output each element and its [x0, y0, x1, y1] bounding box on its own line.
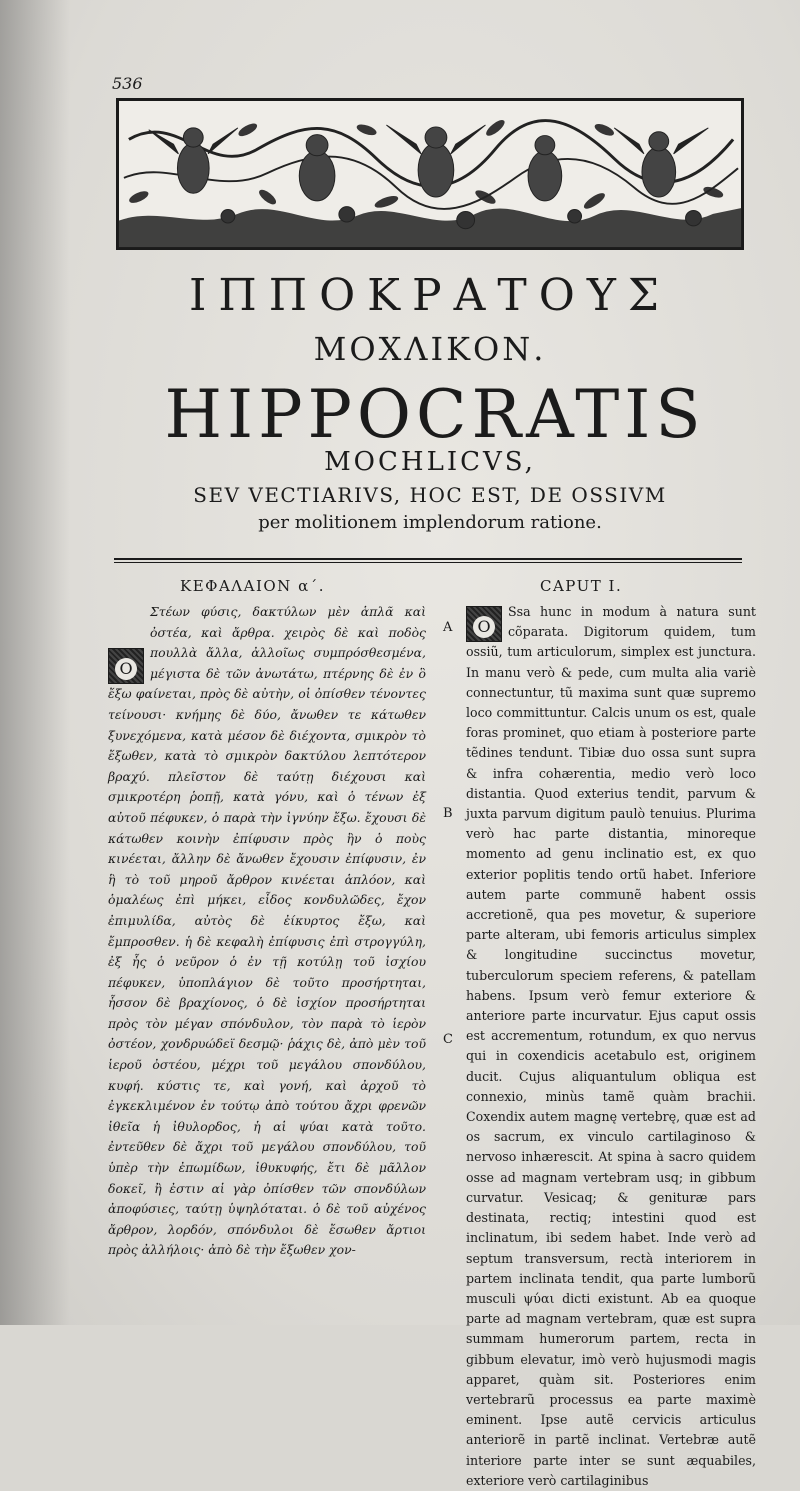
greek-chapter-heading: ΚΕΦΑΛΑΙΟΝ α΄. — [180, 577, 325, 595]
greek-dropcap — [108, 648, 144, 684]
side-marker-b: B — [443, 806, 453, 821]
greek-text: Στέων φύσις, δακτύλων μὲν ἁπλᾶ καὶ ὀστέα, καὶ ἄρθρα. χειρὸς δὲ καὶ ποδὸς πουλλὰ ἄλλα, ἀλλοῖως συμπρόσθεσμένα, μέγιστα δὲ τῶν ἀνωτάτω, πτέρνης δὲ ἐν ὃ ἔξω φαίνεται, πρὸς δὲ αὐτὴν, οἱ ὀπίσθεν τένοντες τείνουσι· κνήμης δὲ δύο, ἄνωθεν τε κάτωθεν ξυνεχόμενα, κατὰ μέσον δὲ διέχοντα, σμικρὸν τὸ ἔξωθεν, κατὰ τὸ σμικρὸν δακτύλου λεπτότερον βραχύ. πλεῖστον δὲ ταύτῃ διέχουσι καὶ σμικροτέρη ῥοπῇ, κατὰ γόνυ, καὶ ὁ τένων ἐξ αὐτοῦ πέφυκεν, ὁ παρὰ τὴν ἰγνύην ἔξω. ἔχουσι δὲ κάτωθεν κοινὴν ἐπίφυσιν πρὸς ἣν ὁ ποὺς κινέεται, ἄλλην δὲ ἄνωθεν ἔχουσιν ἐπίφυσιν, ἐν ἣ τὸ τοῦ μηροῦ ἄρθρον κινέεται ἁπλόον, καὶ ὁμαλέως ἐπὶ μήκει, εἶδος κονδυλῶδες, ἔχον ἐπιμυλίδα, αὐτὸς δὲ ἐίκυρτος ἔξω, καὶ ἔμπροσθεν. ἡ δὲ κεφαλὴ ἐπίφυσις ἐπὶ στρογγύλη, ἐξ ἧς ὁ νεῦρον ὁ ἐν τῇ κοτύλῃ τοῦ ἰσχίου πέφυκεν, ὑποπλάγιον δὲ τοῦτο προσήρτηται, ἧσσον δὲ βραχίονος, ὁ δὲ ἰσχίον προσήρτηται πρὸς τὸν μέγαν σπόνδυλον, τὸν παρὰ τὸ ἱερὸν ὀστέον, χονδρυώδεϊ δεσμῷ· ῥάχις δὲ, ἀπὸ μὲν τοῦ ἱεροῦ ὀστέου, μέχρι τοῦ μεγάλου σπονδύλου, κυφή. κύστις τε, καὶ γονή, καὶ ἀρχοῦ τὸ ἐγκεκλιμένον ἐν τούτῳ ἀπὸ τούτου ἄχρι φρενῶν ἰθεῖα ἡ ἰθυλορδος, ἡ αἱ ψύαι κατὰ τοῦτο. ἐντεῦθεν δὲ ἄχρι τοῦ μεγάλου σπονδύλου, τοῦ ὑπὲρ τὴν ἐπωμίδων, ἰθυκυφής, ἔτι δὲ μᾶλλον δοκεῖ, ἢ ἐστιν αἱ γὰρ ὀπίσθεν τῶν σπονδύλων ἀποφύσιες, ταύτῃ ὑψηλόταται. ὁ δὲ τοῦ αὐχένος ἄρθρον, λορδόν, σπόνδυλοι δὲ ἔσωθεν ἄρτιοι πρὸς ἀλλήλοις· ἀπὸ δὲ τὴν ἔξωθεν χον- — [108, 604, 426, 1258]
gutter-shadow — [0, 0, 70, 1325]
page-number: 536 — [112, 74, 143, 93]
latin-text: Ssa hunc in modum à natura sunt cõparata. Digitorum quidem, tum ossiũ, tum articulorum, simplex est junctura. In manu verò & pede, cum multa alia variè connectuntur, tũ maxima sunt quæ supremo loco committuntur. Calcis unum os est, quale foras prominet, quo etiam à posteriore parte tẽdines tendunt. Tibiæ duo ossa sunt supra & infra cohærentia, medio verò loco distantia. Quod exterius tendit, parvum & juxta parvum digitum paulò tenuius. Plurima verò hac parte distantia, minoreque momento ad genu inclinatio est, ex quo exterior poplitis tendo ortũ habet. Inferiore autem parte communẽ habent ossis accretionẽ, qua pes movetur, & superiore parte alteram, ubi femoris articulus simplex & longitudine succinctus movetur, tuberculorum speciem referens, & patellam habens. Ipsum verò femur exteriore & anteriore parte incurvatur. Ejus caput ossis est accrementum, rotundum, ex quo nervus qui in coxendicis acetabulo est, originem ducit. Cujus aliquantulum obliqua est connexio, minùs tamẽ quàm brachii. Coxendix autem magnę vertebrę, quæ est ad os sacrum, ex vinculo cartilaginoso & nervoso inhærescit. At spina à sacro quidem osse ad magnam vertebram usq; in gibbum curvatur. Vesicaq; & genituræ pars destinata, rectiq; intestini quod est inclinatum, ibi sedem habet. Inde verò ad septum transversum, rectà interiorem in partem inclinata tendit, qua parte lumborũ musculi ψύαι dicti existunt. Ab ea quoque parte ad magnam vertebram, quæ est supra summam humerorum partem, recta in gibbum elevatur, imò verò hujusmodi magis apparet, quàm sit. Posteriores enim vertebrarũ processus ea parte maximè eminent. Ipse autẽ cervicis articulus anteriorẽ in partẽ inclinat. Vertebræ autẽ interiore parte inter se sunt æquabiles, exteriore verò cartilaginibus — [466, 604, 756, 1488]
latin-dropcap — [466, 606, 502, 642]
latin-subtitle: MOCHLICVS, — [324, 447, 536, 477]
greek-subtitle: ΜΟΧΛΙΚΟΝ. — [313, 330, 547, 368]
latin-text-column — [466, 602, 756, 1488]
latin-title: HIPPOCRATIS — [164, 376, 706, 453]
latin-description: SEV VECTIARIVS, HOC EST, DE OSSIVM — [193, 483, 667, 507]
side-marker-a: A — [443, 620, 453, 635]
greek-dropcap-letter: Ο — [115, 658, 137, 680]
title-rule-thin — [114, 562, 742, 563]
ornamental-headpiece — [116, 98, 744, 250]
latin-dropcap-letter: O — [473, 616, 495, 638]
latin-chapter-heading: CAPUT I. — [540, 577, 623, 595]
title-rule — [114, 558, 742, 560]
greek-text-column — [108, 602, 426, 1292]
headpiece-engraving — [119, 101, 741, 247]
side-marker-c: C — [443, 1032, 453, 1047]
greek-title: ΙΠΠΟΚΡΑΤΟΥΣ — [188, 270, 672, 321]
latin-description-continued: per molitionem implendorum ratione. — [258, 512, 602, 533]
